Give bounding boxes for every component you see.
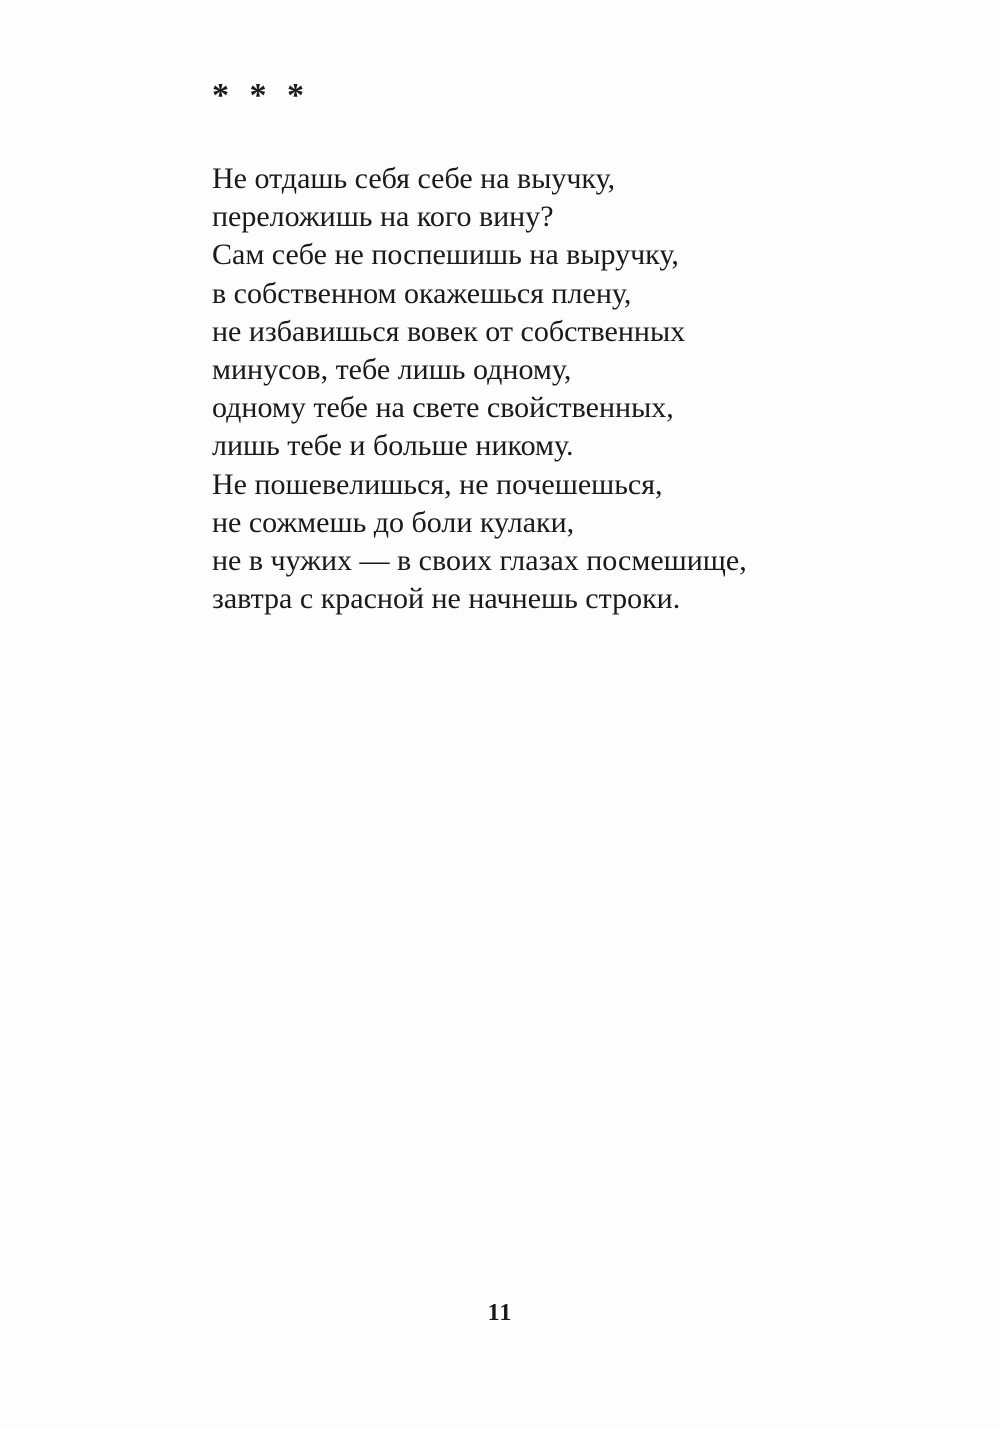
poem-line: Не пошевелишься, не почешешься,: [212, 467, 663, 501]
poem-line: завтра с красной не начнешь строки.: [212, 582, 681, 616]
poem-line: одному тебе на свете свойственных,: [212, 391, 674, 425]
poem-line: не избавишься вовек от собственных: [212, 314, 686, 348]
poem-line: лишь тебе и больше никому.: [212, 429, 574, 463]
page-number: 11: [487, 1300, 513, 1326]
poem-line: не сожмешь до боли кулаки,: [212, 505, 575, 539]
poem-line: переложишь на кого вину?: [212, 200, 554, 234]
poem-line: Сам себе не поспешишь на выручку,: [212, 238, 679, 272]
section-separator: * * *: [212, 77, 310, 114]
poem: [212, 160, 932, 618]
poem-line: в собственном окажешься плену,: [212, 276, 632, 310]
poem-line: минусов, тебе лишь одному,: [212, 352, 572, 386]
poem-line: Не отдашь себя себе на выучку,: [212, 162, 616, 195]
poem-line: не в чужих — в своих глазах посмешище,: [212, 543, 747, 577]
